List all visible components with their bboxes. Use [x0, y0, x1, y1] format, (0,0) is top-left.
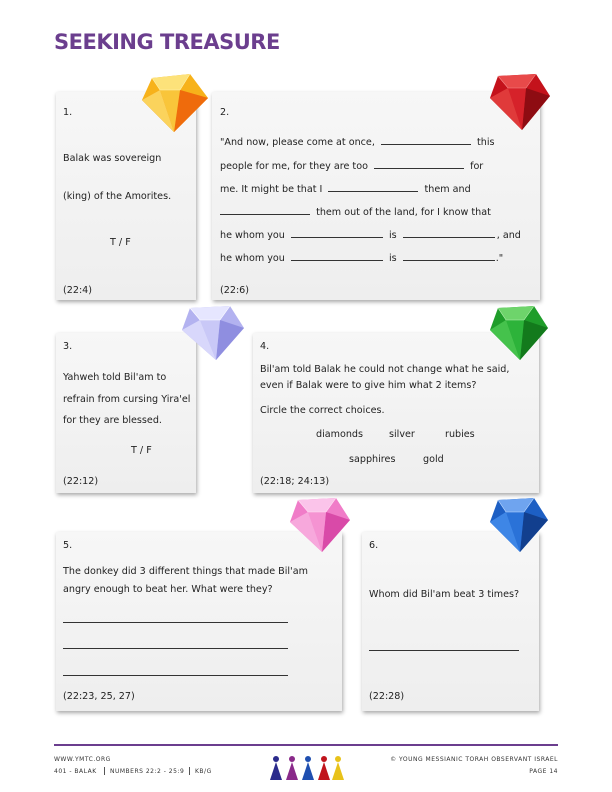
question-text: refrain from cursing Yira'el [63, 394, 191, 405]
answer-blank[interactable] [374, 168, 464, 169]
answer-blank[interactable] [403, 260, 495, 261]
blue-gem-icon [488, 496, 550, 554]
question-text-line [220, 208, 491, 218]
answer-line[interactable] [369, 650, 519, 651]
question-text: Whom did Bil'am beat 3 times? [369, 589, 520, 600]
scripture-reference: (22:28) [369, 691, 405, 702]
red-gem-icon [488, 72, 552, 132]
question-card-3 [56, 333, 196, 493]
answer-blank[interactable] [291, 237, 383, 238]
green-gem-icon [488, 304, 550, 362]
question-card-5 [56, 532, 342, 711]
footer-lesson: 401 - BALAK [54, 768, 97, 775]
footer-rule [54, 744, 558, 746]
question-number: 4. [260, 341, 270, 352]
answer-line[interactable] [63, 675, 288, 676]
footer-separator [189, 767, 190, 775]
text-fragment: he whom you [220, 253, 285, 264]
question-text-line [220, 231, 521, 241]
answer-blank[interactable] [381, 144, 471, 145]
question-number: 6. [369, 540, 379, 551]
page-title: SEEKING TREASURE [54, 30, 280, 54]
question-number: 2. [220, 107, 230, 118]
question-text: Bil'am told Balak he could not change what he said, [260, 364, 510, 375]
text-fragment: this [477, 137, 495, 148]
instruction-text: Circle the correct choices. [260, 405, 385, 416]
answer-blank[interactable] [291, 260, 383, 261]
question-text-line [220, 185, 471, 195]
text-fragment: , and [496, 230, 521, 241]
question-text-line [220, 162, 483, 172]
question-text-line [220, 138, 495, 148]
text-fragment: people for me, for they are too [220, 161, 368, 172]
scripture-reference: (22:6) [220, 285, 250, 296]
footer-copyright: © YOUNG MESSIANIC TORAH OBSERVANT ISRAEL [390, 756, 558, 763]
true-false-choice[interactable]: T / F [131, 445, 152, 456]
question-text: The donkey did 3 different things that made Bil'am [63, 566, 308, 577]
footer-website[interactable]: WWW.YMTC.ORG [54, 756, 111, 763]
scripture-reference: (22:23, 25, 27) [63, 691, 135, 702]
question-text-line [220, 254, 503, 264]
choice-rubies[interactable]: rubies [445, 429, 475, 440]
question-text: even if Balak were to give him what 2 items? [260, 380, 477, 391]
choice-gold[interactable]: gold [423, 454, 444, 465]
text-fragment: is [388, 253, 397, 264]
lavender-gem-icon [180, 304, 246, 362]
scripture-reference: (22:18; 24:13) [260, 476, 330, 487]
footer-separator [104, 767, 105, 775]
question-text: angry enough to beat her. What were they? [63, 584, 273, 595]
choice-diamonds[interactable]: diamonds [316, 429, 364, 440]
question-text: Yahweh told Bil'am to [63, 372, 167, 383]
question-number: 5. [63, 540, 73, 551]
footer-page-number: PAGE 14 [529, 768, 558, 775]
question-number: 3. [63, 341, 73, 352]
choice-sapphires[interactable]: sapphires [349, 454, 396, 465]
answer-blank[interactable] [403, 237, 495, 238]
text-fragment: ." [495, 253, 504, 264]
text-fragment: for [470, 161, 484, 172]
answer-line[interactable] [63, 622, 288, 623]
answer-blank[interactable] [328, 191, 418, 192]
text-fragment: them and [424, 184, 471, 195]
true-false-choice[interactable]: T / F [110, 237, 131, 248]
answer-line[interactable] [63, 648, 288, 649]
question-card-6 [362, 532, 539, 711]
footer-level: KB/G [195, 768, 212, 775]
question-number: 1. [63, 107, 73, 118]
question-text: (king) of the Amorites. [63, 191, 172, 202]
choice-silver[interactable]: silver [389, 429, 415, 440]
scripture-reference: (22:4) [63, 285, 93, 296]
footer-scripture: NUMBERS 22:2 - 25:9 [110, 768, 185, 775]
text-fragment: he whom you [220, 230, 285, 241]
pink-gem-icon [288, 496, 352, 554]
answer-blank[interactable] [220, 214, 310, 215]
text-fragment: them out of the land, for I know that [316, 207, 491, 218]
text-fragment: is [388, 230, 397, 241]
question-text: for they are blessed. [63, 415, 162, 426]
question-text: Balak was sovereign [63, 153, 162, 164]
text-fragment: "And now, please come at once, [220, 137, 375, 148]
scripture-reference: (22:12) [63, 476, 99, 487]
logo-figures-icon [266, 754, 346, 782]
yellow-gem-icon [140, 72, 210, 134]
text-fragment: me. It might be that I [220, 184, 323, 195]
